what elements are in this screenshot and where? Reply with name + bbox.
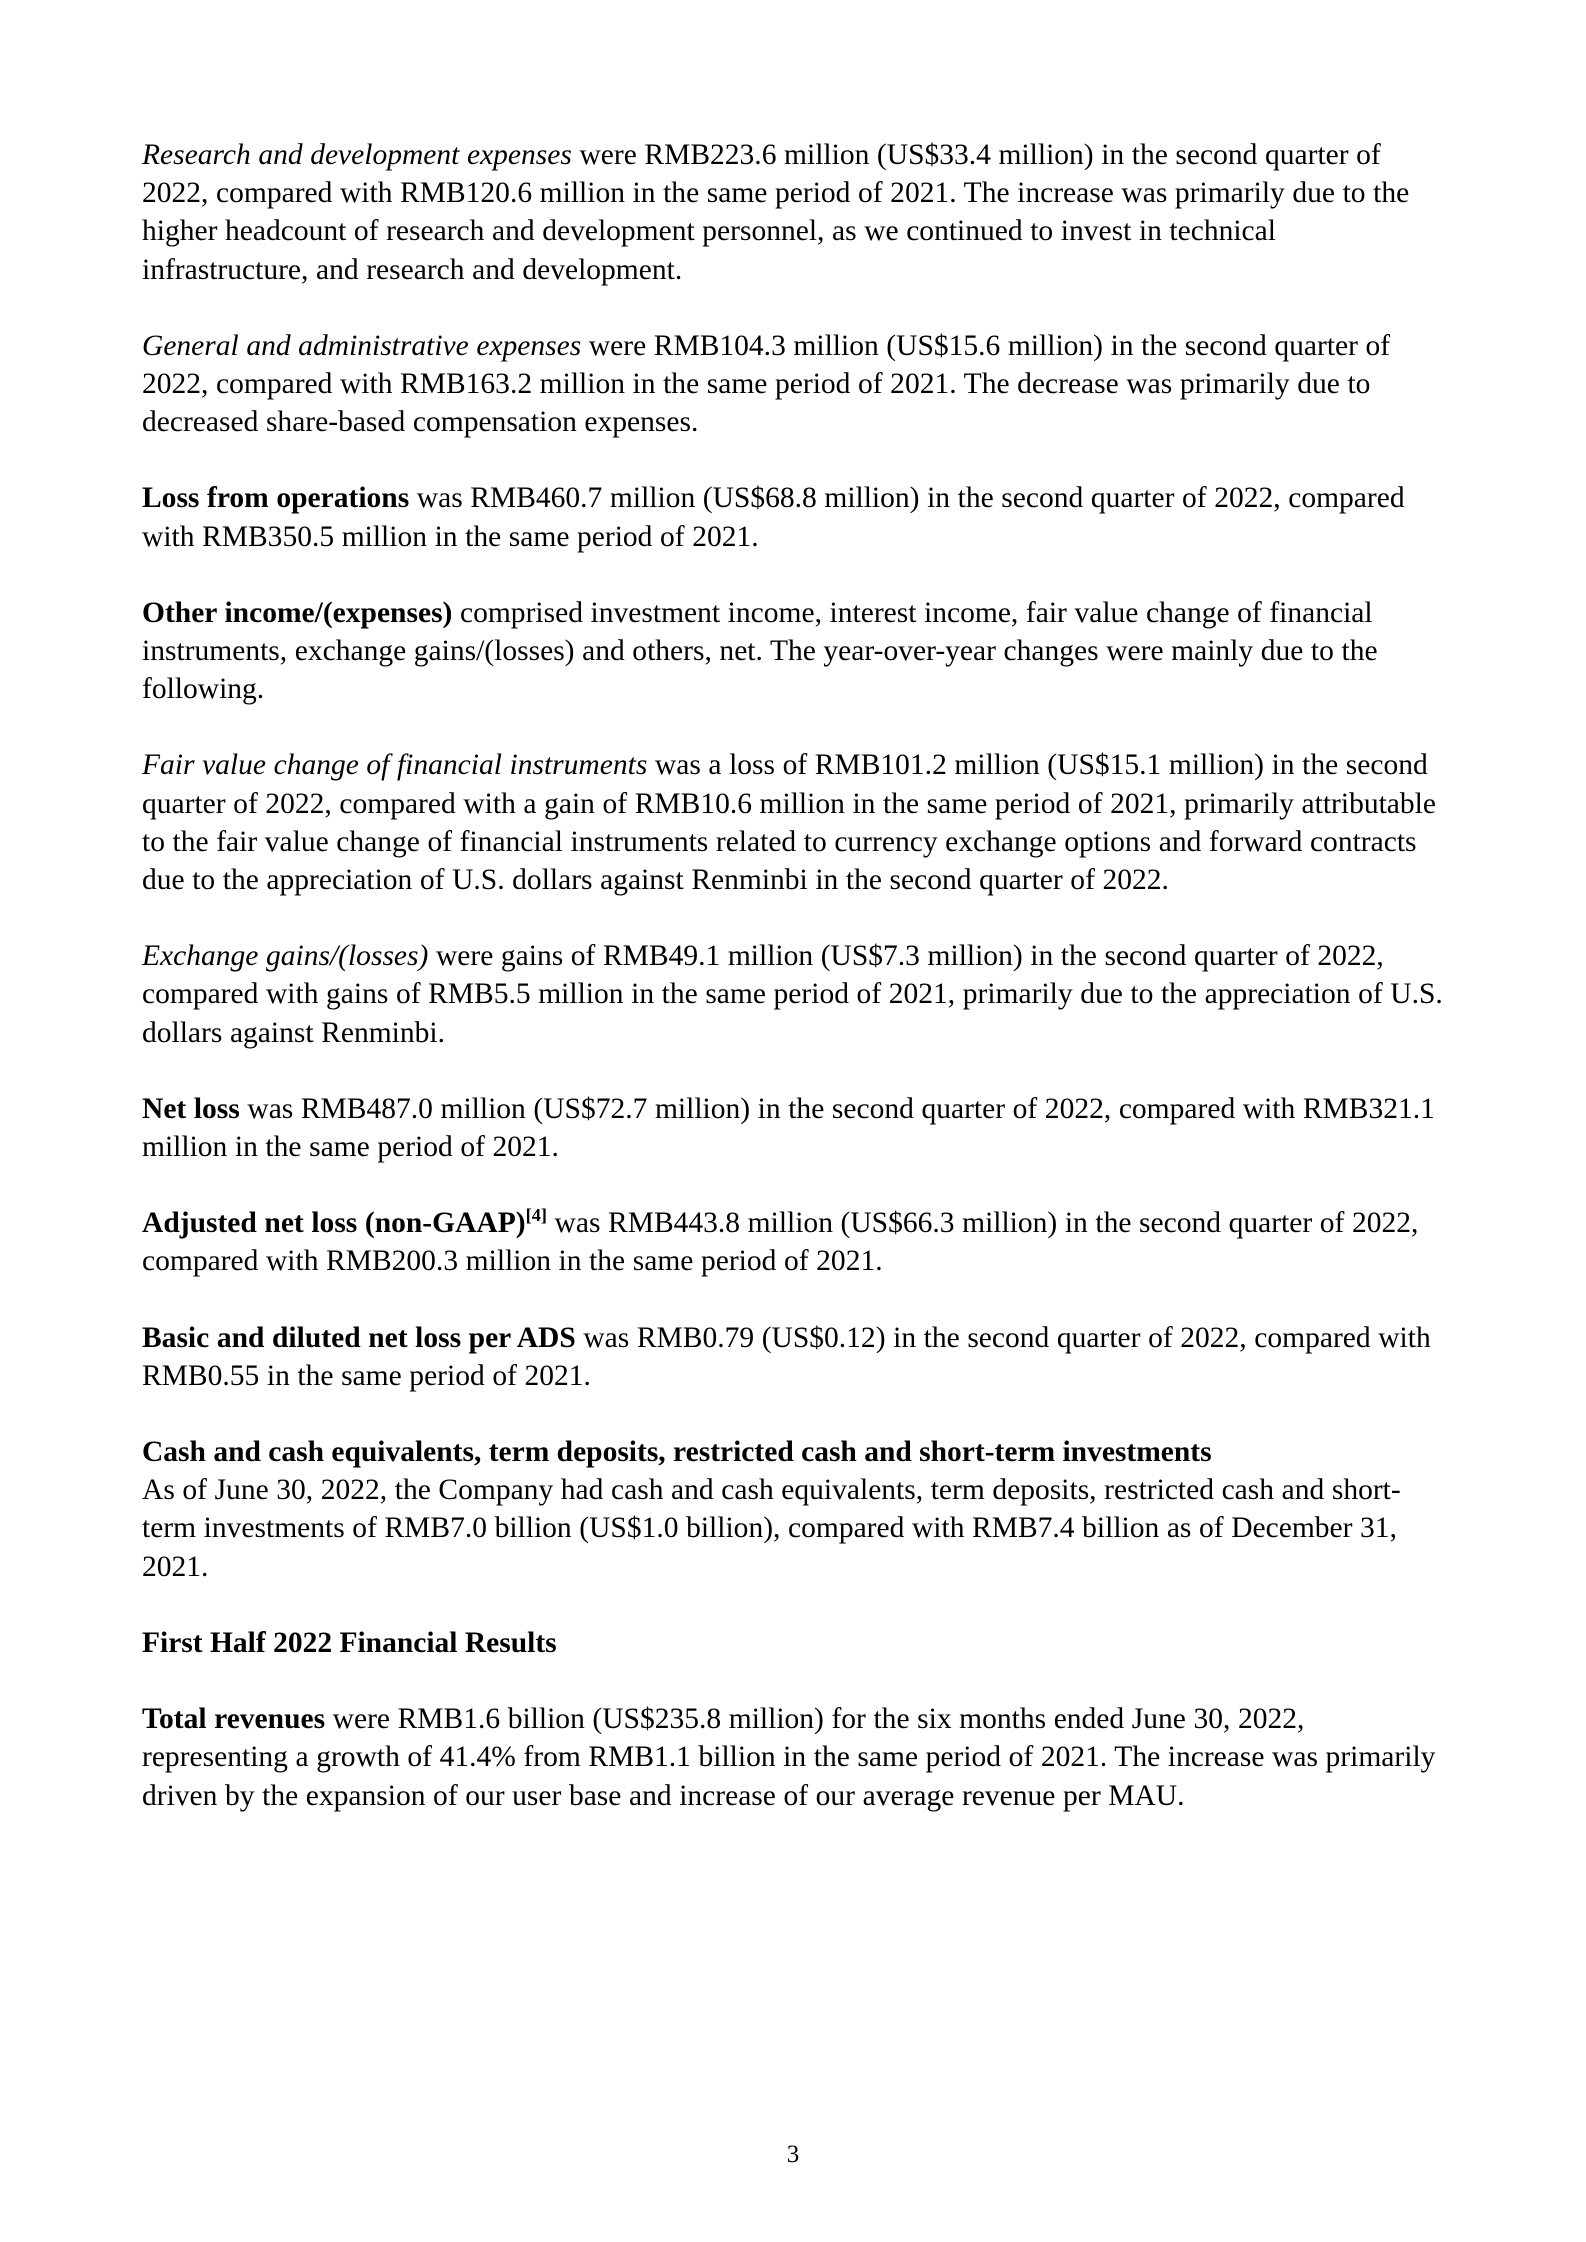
paragraph-lead-in: Loss from operations (142, 482, 410, 515)
paragraph-net-loss (142, 1090, 1445, 1166)
paragraph-body: were RMB104.3 million (US$15.6 million) in the second quarter of 2022, compared with RMB163.2 million in the same period of 2021. The decrease was primarily due to decreased share-based compensation expenses. (142, 329, 1391, 439)
paragraph-lead-in: Adjusted net loss (non-GAAP) (142, 1207, 526, 1240)
paragraph-basic-diluted-net-loss-per-ads (142, 1319, 1445, 1395)
paragraph-body: was RMB443.8 million (US$66.3 million) in the second quarter of 2022, compared with RMB200.3 million in the same period of 2021. (142, 1207, 1419, 1278)
paragraph-body: were gains of RMB49.1 million (US$7.3 million) in the second quarter of 2022, compared with gains of RMB5.5 million in the same period of 2021, primarily due to the appreciation of U.S. dollars against Renminbi. (142, 940, 1443, 1049)
paragraph-lead-in: Net loss (142, 1092, 240, 1125)
page-content (142, 136, 1445, 1853)
paragraph-body: was RMB460.7 million (US$68.8 million) in the second quarter of 2022, compared with RMB350.5 million in the same period of 2021. (142, 482, 1405, 553)
paragraph-exchange-gains-losses (142, 937, 1445, 1052)
paragraph-other-income-expenses (142, 594, 1445, 709)
footnote-reference-marker[interactable]: [4] (525, 1205, 547, 1226)
paragraph-body: was RMB487.0 million (US$72.7 million) in the second quarter of 2022, compared with RMB321.1 million in the same period of 2021. (142, 1092, 1435, 1164)
paragraph-lead-in: Exchange gains/(losses) (142, 940, 429, 973)
paragraph-body: comprised investment income, interest income, fair value change of financial instruments, exchange gains/(losses) and others, net. The year-over-year changes were mainly due to the following. (142, 596, 1378, 706)
section-cash-and-cash-equivalents (142, 1433, 1445, 1586)
paragraph-body: was RMB0.79 (US$0.12) in the second quarter of 2022, compared with RMB0.55 in the same period of 2021. (142, 1321, 1431, 1392)
paragraph-body: were RMB1.6 billion (US$235.8 million) for the six months ended June 30, 2022, representing a growth of 41.4% from RMB1.1 billion in the same period of 2021. The increase was primarily driven by the expansion of our user base and increase of our average revenue per MAU. (142, 1703, 1436, 1812)
paragraph-lead-in: Basic and diluted net loss per ADS (142, 1321, 576, 1354)
section-heading: Cash and cash equivalents, term deposits, restricted cash and short-term investments (142, 1436, 1212, 1469)
paragraph-general-administrative-expenses (142, 327, 1445, 442)
paragraph-research-development-expenses (142, 136, 1445, 289)
paragraph-adjusted-net-loss (142, 1204, 1445, 1280)
paragraph-loss-from-operations (142, 479, 1445, 555)
paragraph-lead-in: Other income/(expenses) (142, 596, 453, 629)
section-title-first-half-2022: First Half 2022 Financial Results (142, 1626, 557, 1659)
paragraph-lead-in: Research and development expenses (142, 139, 572, 171)
paragraph-fair-value-change (142, 746, 1445, 899)
paragraph-body: were RMB223.6 million (US$33.4 million) in the second quarter of 2022, compared with RMB120.6 million in the same period of 2021. The increase was primarily due to the higher headcount of research and development personnel, as we continued to invest in technical infrastructure, and research and development. (142, 139, 1410, 286)
paragraph-lead-in: Fair value change of financial instruments (142, 749, 648, 782)
section-body: As of June 30, 2022, the Company had cash and cash equivalents, term deposits, restricted cash and short-term investments of RMB7.0 billion (US$1.0 billion), compared with RMB7.4 billion as of December 31, 2021. (142, 1474, 1401, 1583)
paragraph-lead-in: Total revenues (142, 1703, 326, 1736)
paragraph-body: was a loss of RMB101.2 million (US$15.1 million) in the second quarter of 2022, compared with a gain of RMB10.6 million in the same period of 2021, primarily attributable to the fair value change of financial instruments related to currency exchange options and forward contracts due to the appreciation of U.S. dollars against Renminbi in the second quarter of 2022. (142, 749, 1436, 897)
paragraph-lead-in: General and administrative expenses (142, 329, 582, 362)
paragraph-total-revenues (142, 1700, 1445, 1815)
page-number: 3 (786, 2141, 800, 2168)
